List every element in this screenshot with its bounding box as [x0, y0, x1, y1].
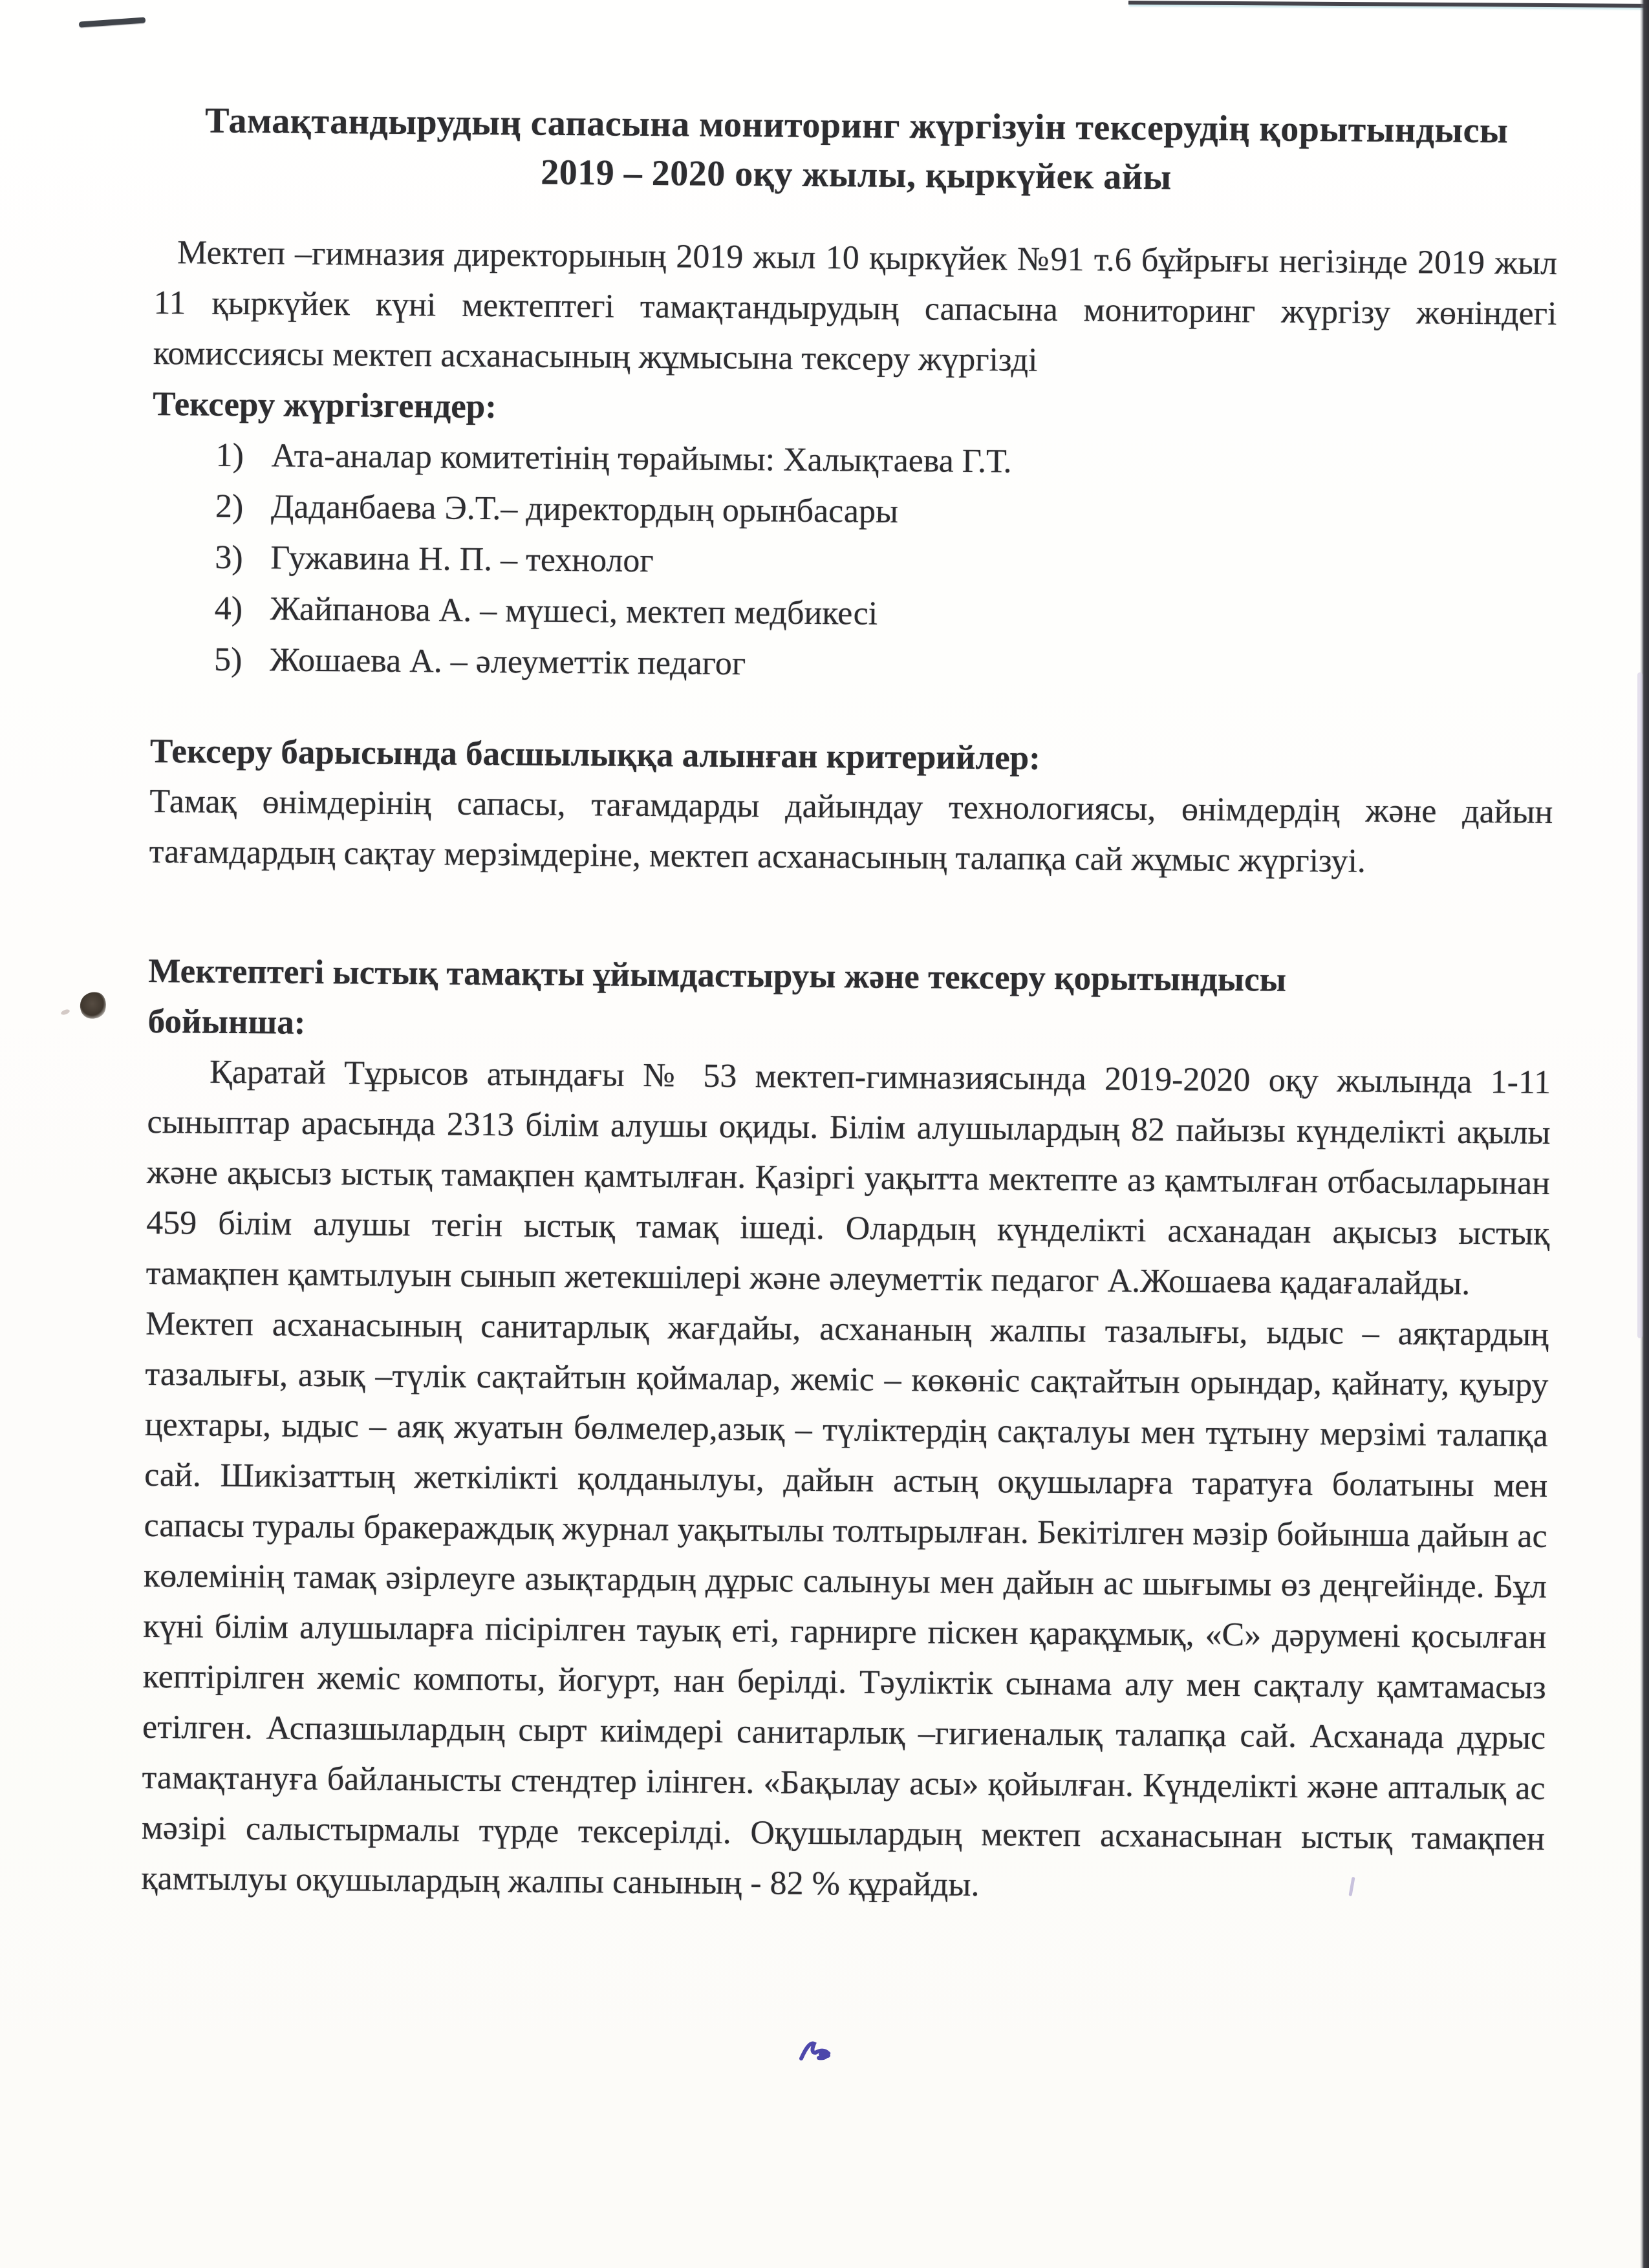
inspectors-heading: Тексеру жүргізгендер:: [153, 385, 497, 426]
criteria-heading: Тексеру барысында басшылыққа алынған критерийлер:: [149, 732, 1040, 777]
pen-dash-mark: [79, 17, 146, 27]
results-heading-line-1: Мектептегі ыстық тамақты ұйымдастыруы және тексеру қорытындысы: [148, 952, 1287, 999]
section-gap: [149, 877, 1553, 957]
list-item-number: 1): [215, 436, 244, 475]
list-item-number: 5): [213, 641, 242, 679]
document-content: [141, 96, 1558, 1915]
list-item-number: 4): [214, 590, 243, 628]
scan-edge-top: [1128, 1, 1649, 8]
results-paragraph-2: Мектеп асханасының санитарлық жағдайы, асхананың жалпы тазалығы, ыдыс – аяқтардың тазалығы, азық –түлік сақтайтын қоймалар, жеміс – көкөніс сақтайтын орындар, қайнату, қуыру цехтары, ыдыс – аяқ жуатын бөлмелер,азық – түліктердің сақталуы мен тұтыну мерзімі талапқа сай. Шикізаттың жеткілікті қолданылуы, дайын астың оқушыларға таратуға болатыны мен сапасы туралы бракераждық журнал уақытылы толтырылған. Бекітілген мәзір бойынша дайын ас көлемінің тамақ әзірлеуге азықтардың дұрыс салынуы мен дайын ас шығымы өз деңгейінде. Бұл күні білім алушыларға пісірілген тауық еті, гарнирге піскен қарақұмық, «С» дәрумені қосылған кептірілген жеміс компоты, йогурт, нан берілді. Тәуліктік сынама алу мен сақталу қамтамасыз етілген. Аспазшылардың сырт киімдері санитарлық –гигиеналық талапқа сай. Асханада дұрыс тамақтануға байланысты стендтер ілінген. «Бақылау асы» қойылған. Күнделікті және апталық ас мәзірі салыстырмалы түрде тексерілді. Оқушылардың мектеп асханасынан ыстық тамақпен қамтылуы оқушылардың жалпы санының - 82 % құрайды.: [141, 1305, 1549, 1904]
ink-blot-mark: [78, 989, 109, 1022]
title-line-1: Тамақтандырудың сапасына мониторинг жүргізуін тексерудің қорытындысы: [204, 100, 1509, 151]
criteria-paragraph: Тамақ өнімдерінің сапасы, тағамдарды дайындау технологиясы, өнімдердің және дайын тағамдардың сақтау мерзімдеріне, мектеп асханасының талапқа сай жұмыс жүргізуі.: [149, 782, 1553, 880]
title-line-2: 2019 – 2020 оқу жылы, қыркүйек айы: [541, 152, 1172, 198]
list-item-text: Жайпанова А. – мүшесі, мектеп медбикесі: [270, 590, 878, 632]
results-heading: [147, 946, 1551, 1058]
results-heading-line-2: бойынша:: [147, 1002, 306, 1042]
document-title: [155, 96, 1558, 205]
list-item-number: 3): [215, 539, 243, 577]
ink-blot-dot: [60, 1009, 70, 1016]
intro-paragraph: Мектеп –гимназия директорының 2019 жыл 10 қыркүйек №91 т.6 бұйрығы негізінде 2019 жыл 11 қыркүйек күні мектептегі тамақтандырудың сапасына мониторинг жүргізу жөніндегі комиссиясы мектеп асханасының жұмысына тексеру жүргізді: [153, 234, 1558, 379]
list-item: [214, 634, 1555, 696]
results-paragraph-1: Қаратай Тұрысов атындағы № 53 мектеп-гимназиясында 2019-2020 оқу жылында 1-11 сыныптар арасында 2313 білім алушы оқиды. Білім алушылардың 82 пайызы күнделікті ақылы және ақысыз ыстық тамақпен қамтылған. Қазіргі уақытта мектепте аз қамтылған отбасыларынан 459 білім алушы тегін ыстық тамақ ішеді. Олардың күнделікті асханадан ақысыз ыстық тамақпен қамтылуын сынып жетекшілері және әлеуметтік педагог А.Жошаева қадағалайды.: [146, 1053, 1551, 1303]
inspectors-list: [151, 429, 1556, 696]
list-item-text: Жошаева А. – әлеуметтік педагог: [269, 641, 746, 683]
blue-pen-scribble: [799, 2038, 833, 2065]
list-item-text: Ата-аналар комитетінің төрайымы: Халықтаева Г.Т.: [271, 437, 1012, 480]
list-item-text: Гужавина Н. П. – технолог: [270, 539, 654, 580]
list-item-text: Даданбаева Э.Т.– директордың орынбасары: [270, 488, 899, 531]
scan-smudge: [1637, 672, 1643, 1338]
list-item-number: 2): [215, 487, 244, 526]
